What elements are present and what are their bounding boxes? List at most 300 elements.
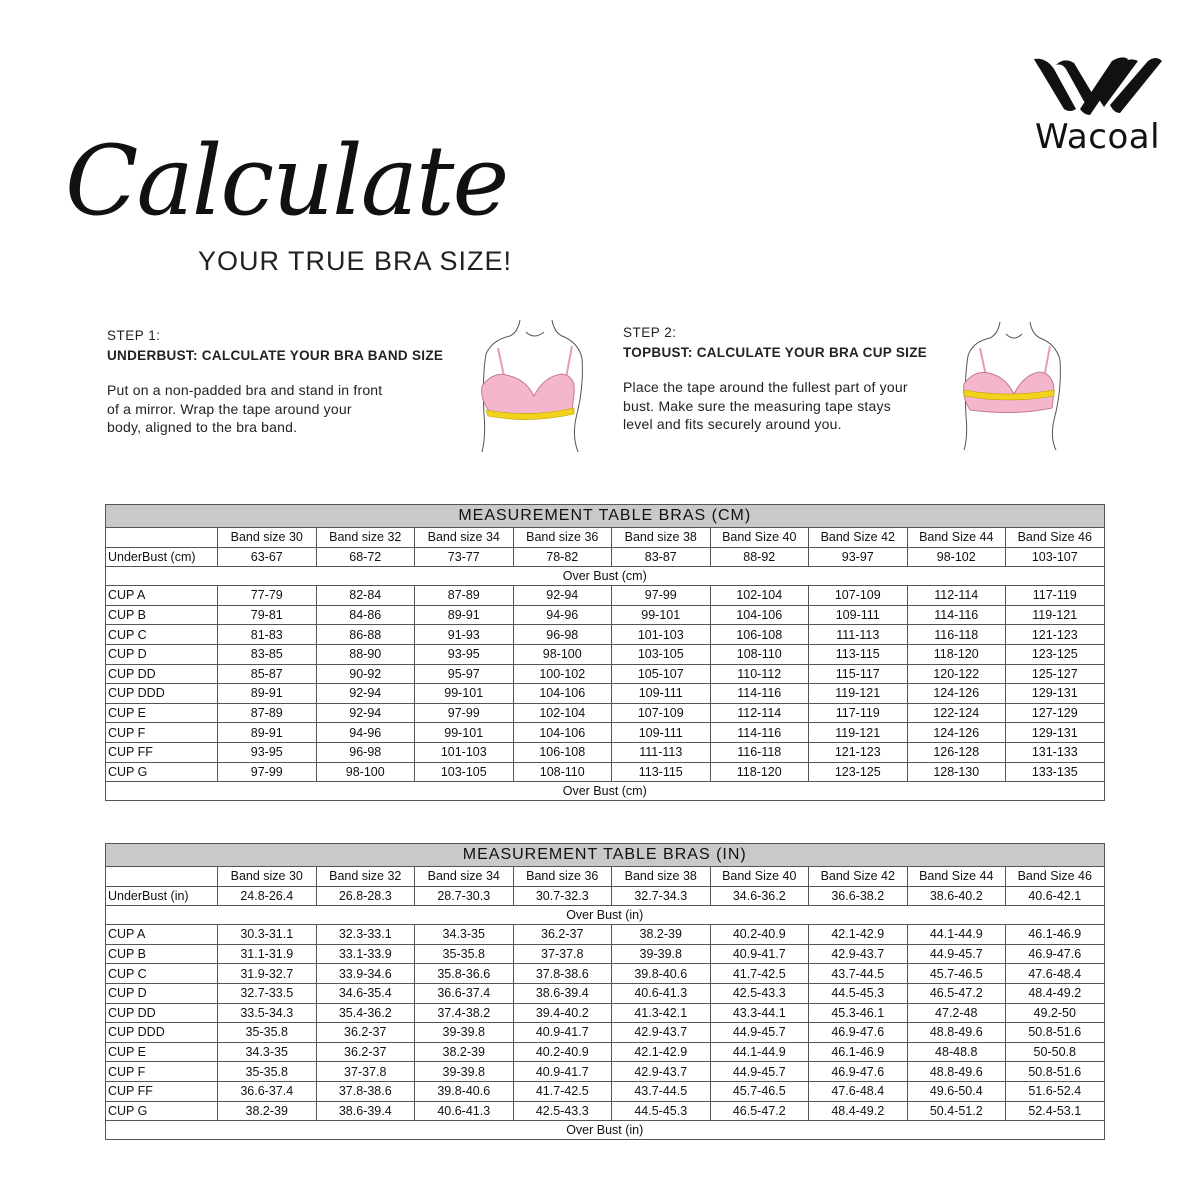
step-1-description (107, 381, 443, 437)
table-cell: 37-37.8 (316, 1062, 415, 1082)
table-cell: 34.6-36.2 (710, 886, 809, 906)
table-cell: 45.7-46.5 (710, 1081, 809, 1101)
table-cell: 121-123 (1006, 625, 1105, 645)
table-cell: 108-110 (513, 762, 612, 782)
row-label: CUP F (106, 723, 218, 743)
step-1-line: Put on a non-padded bra and stand in front (107, 382, 383, 398)
table-cell: 98-100 (513, 644, 612, 664)
table-row (106, 1003, 1105, 1023)
table-cell: 95-97 (415, 664, 514, 684)
step-2-line: level and fits securely around you. (623, 416, 842, 432)
table-cell: 109-111 (612, 723, 711, 743)
column-header: Band size 34 (415, 867, 514, 887)
table-cell: 34.3-35 (218, 1042, 317, 1062)
table-cell: 104-106 (710, 605, 809, 625)
step-1 (107, 328, 443, 437)
table-cell: 109-111 (809, 605, 908, 625)
table-cell: 133-135 (1006, 762, 1105, 782)
table-cell: 35.4-36.2 (316, 1003, 415, 1023)
table-row (106, 983, 1105, 1003)
row-label: CUP A (106, 925, 218, 945)
table-cell: 85-87 (218, 664, 317, 684)
table-cell: 32.7-33.5 (218, 983, 317, 1003)
table-cell: 44.9-45.7 (907, 944, 1006, 964)
table-row (106, 703, 1105, 723)
table-cell: 68-72 (316, 547, 415, 567)
table-cell: 40.6-41.3 (612, 983, 711, 1003)
table-cell: 36.2-37 (316, 1042, 415, 1062)
row-label: CUP FF (106, 742, 218, 762)
row-label: UnderBust (in) (106, 886, 218, 906)
table-cell: 44.1-44.9 (907, 925, 1006, 945)
column-header (106, 867, 218, 887)
table-cell: 87-89 (218, 703, 317, 723)
table-cell: 114-116 (907, 605, 1006, 625)
column-header: Band Size 40 (710, 867, 809, 887)
table-cell: 125-127 (1006, 664, 1105, 684)
column-header: Band size 38 (612, 867, 711, 887)
step-1-line: body, aligned to the bra band. (107, 419, 298, 435)
table-cell: 113-115 (809, 644, 908, 664)
underbust-illustration (474, 318, 594, 453)
table-cell: 119-121 (809, 684, 908, 704)
row-label: CUP A (106, 586, 218, 606)
table-cell: 121-123 (809, 742, 908, 762)
step-1-line: of a mirror. Wrap the tape around your (107, 400, 352, 417)
table-cell: 35-35.8 (218, 1062, 317, 1082)
table-cell: 41.7-42.5 (710, 964, 809, 984)
table-cell: 129-131 (1006, 684, 1105, 704)
table-cell: 36.6-38.2 (809, 886, 908, 906)
table-row (106, 762, 1105, 782)
table-cell: 120-122 (907, 664, 1006, 684)
table-cell: 40.9-41.7 (513, 1062, 612, 1082)
table-cell: 34.6-35.4 (316, 983, 415, 1003)
bra-shape (482, 374, 575, 415)
column-header: Band Size 46 (1006, 528, 1105, 548)
table-cell: 118-120 (710, 762, 809, 782)
table-row (106, 605, 1105, 625)
table-cell: 94-96 (513, 605, 612, 625)
table-cell: 88-90 (316, 644, 415, 664)
table-cell: 96-98 (513, 625, 612, 645)
table-cell: 104-106 (513, 723, 612, 743)
table-cell: 92-94 (513, 586, 612, 606)
column-header: Band size 38 (612, 528, 711, 548)
table-cell: 42.9-43.7 (612, 1023, 711, 1043)
table-cell: 73-77 (415, 547, 514, 567)
table-cell: 119-121 (809, 723, 908, 743)
table-cell: 36.6-37.4 (218, 1081, 317, 1101)
table-cell: 32.7-34.3 (612, 886, 711, 906)
row-label: CUP DD (106, 1003, 218, 1023)
table-cell: 48.8-49.6 (907, 1023, 1006, 1043)
table-cell: 33.5-34.3 (218, 1003, 317, 1023)
measurement-table-cm (105, 504, 1105, 801)
table-cell: 50-50.8 (1006, 1042, 1105, 1062)
table-cell: 87-89 (415, 586, 514, 606)
table-cell: 45.3-46.1 (809, 1003, 908, 1023)
table-cell: 99-101 (612, 605, 711, 625)
table-row (106, 944, 1105, 964)
table-cell: 48-48.8 (907, 1042, 1006, 1062)
table-cell: 46.5-47.2 (907, 983, 1006, 1003)
table-cell: 101-103 (612, 625, 711, 645)
table-cell: 40.6-42.1 (1006, 886, 1105, 906)
table-cell: 98-102 (907, 547, 1006, 567)
table-cell: 47.6-48.4 (1006, 964, 1105, 984)
table-cell: 46.1-46.9 (809, 1042, 908, 1062)
table-cell: 48.8-49.6 (907, 1062, 1006, 1082)
column-header: Band Size 44 (907, 528, 1006, 548)
wacoal-emblem-icon (1030, 55, 1165, 117)
table-cell: 83-87 (612, 547, 711, 567)
table-cell: 52.4-53.1 (1006, 1101, 1105, 1121)
table-cell: 128-130 (907, 762, 1006, 782)
table-cell: 109-111 (612, 684, 711, 704)
table-title: MEASUREMENT TABLE BRAS (CM) (106, 505, 1105, 528)
table-cell: 81-83 (218, 625, 317, 645)
table-cell: 50.8-51.6 (1006, 1062, 1105, 1082)
table-cell: 122-124 (907, 703, 1006, 723)
table-cell: 40.2-40.9 (710, 925, 809, 945)
table-cell: 44.9-45.7 (710, 1023, 809, 1043)
table-cell: 114-116 (710, 723, 809, 743)
table-cell: 44.5-45.3 (809, 983, 908, 1003)
table-cell: 103-107 (1006, 547, 1105, 567)
table-cell: 44.9-45.7 (710, 1062, 809, 1082)
table-cell: 47.6-48.4 (809, 1081, 908, 1101)
table-cell: 116-118 (710, 742, 809, 762)
table-cell: 89-91 (415, 605, 514, 625)
row-label: CUP DDD (106, 684, 218, 704)
table-cell: 46.5-47.2 (710, 1101, 809, 1121)
table-cell: 111-113 (809, 625, 908, 645)
column-header: Band Size 44 (907, 867, 1006, 887)
table-row (106, 1081, 1105, 1101)
table-row (106, 1062, 1105, 1082)
table-cell: 97-99 (218, 762, 317, 782)
table-row (106, 742, 1105, 762)
overbust-label-row (106, 906, 1105, 925)
table-header-row (106, 867, 1105, 887)
column-header: Band size 32 (316, 528, 415, 548)
table-row (106, 925, 1105, 945)
table-cell: 123-125 (809, 762, 908, 782)
table-cell: 131-133 (1006, 742, 1105, 762)
table-row (106, 1042, 1105, 1062)
table-cell: 44.1-44.9 (710, 1042, 809, 1062)
table-cell: 93-95 (218, 742, 317, 762)
step-2-line: Place the tape around the fullest part of your (623, 379, 908, 395)
table-cell: 38.2-39 (612, 925, 711, 945)
table-cell: 114-116 (710, 684, 809, 704)
table-cell: 38.6-39.4 (316, 1101, 415, 1121)
table-cell: 111-113 (612, 742, 711, 762)
table-cell: 50.8-51.6 (1006, 1023, 1105, 1043)
table-cell: 117-119 (1006, 586, 1105, 606)
table-cell: 38.6-39.4 (513, 983, 612, 1003)
table-row (106, 664, 1105, 684)
table-cell: 37.8-38.6 (513, 964, 612, 984)
row-label: CUP D (106, 983, 218, 1003)
table-title-row (106, 844, 1105, 867)
row-label: CUP DDD (106, 1023, 218, 1043)
table-row (106, 1023, 1105, 1043)
table-cell: 102-104 (710, 586, 809, 606)
underbust-row (106, 547, 1105, 567)
table-cell: 90-92 (316, 664, 415, 684)
table-cell: 47.2-48 (907, 1003, 1006, 1023)
table-cell: 84-86 (316, 605, 415, 625)
table-cell: 35-35.8 (415, 944, 514, 964)
heading-subtitle: YOUR TRUE BRA SIZE! (198, 246, 513, 276)
table-cell: 96-98 (316, 742, 415, 762)
wacoal-logo (1030, 55, 1165, 165)
table-cell: 124-126 (907, 684, 1006, 704)
table-row (106, 625, 1105, 645)
table-cell: 24.8-26.4 (218, 886, 317, 906)
table-cell: 46.1-46.9 (1006, 925, 1105, 945)
table-cell: 43.3-44.1 (710, 1003, 809, 1023)
table-cell: 42.1-42.9 (809, 925, 908, 945)
overbust-label: Over Bust (in) (106, 906, 1105, 925)
table-cell: 93-97 (809, 547, 908, 567)
table-row (106, 586, 1105, 606)
table-cell: 37.4-38.2 (415, 1003, 514, 1023)
table-cell: 104-106 (513, 684, 612, 704)
table-cell: 93-95 (415, 644, 514, 664)
table-cell: 36.6-37.4 (415, 983, 514, 1003)
table-cell: 37.8-38.6 (316, 1081, 415, 1101)
table-cell: 115-117 (809, 664, 908, 684)
table-cell: 112-114 (907, 586, 1006, 606)
table-cell: 32.3-33.1 (316, 925, 415, 945)
column-header: Band size 34 (415, 528, 514, 548)
table-cell: 39.4-40.2 (513, 1003, 612, 1023)
row-label: CUP F (106, 1062, 218, 1082)
column-header: Band Size 42 (809, 867, 908, 887)
table-cell: 31.9-32.7 (218, 964, 317, 984)
table-cell: 40.9-41.7 (710, 944, 809, 964)
table-cell: 30.3-31.1 (218, 925, 317, 945)
table-cell: 42.1-42.9 (612, 1042, 711, 1062)
row-label: CUP DD (106, 664, 218, 684)
table-cell: 89-91 (218, 723, 317, 743)
table-cell: 35-35.8 (218, 1023, 317, 1043)
table-cell: 33.9-34.6 (316, 964, 415, 984)
table-cell: 113-115 (612, 762, 711, 782)
table-cell: 106-108 (710, 625, 809, 645)
table-cell: 45.7-46.5 (907, 964, 1006, 984)
brand-name: Wacoal (1034, 117, 1161, 157)
table-cell: 116-118 (907, 625, 1006, 645)
table-cell: 117-119 (809, 703, 908, 723)
table-cell: 82-84 (316, 586, 415, 606)
column-header: Band size 30 (218, 867, 317, 887)
column-header: Band Size 42 (809, 528, 908, 548)
table-cell: 110-112 (710, 664, 809, 684)
table-cell: 40.2-40.9 (513, 1042, 612, 1062)
row-label: CUP E (106, 703, 218, 723)
table-cell: 107-109 (809, 586, 908, 606)
table-footer-row (106, 782, 1105, 801)
row-label: CUP B (106, 605, 218, 625)
table-cell: 50.4-51.2 (907, 1101, 1006, 1121)
table-cell: 98-100 (316, 762, 415, 782)
table-cell: 105-107 (612, 664, 711, 684)
table-cell: 40.6-41.3 (415, 1101, 514, 1121)
row-label: CUP G (106, 762, 218, 782)
row-label: CUP FF (106, 1081, 218, 1101)
table-cell: 48.4-49.2 (809, 1101, 908, 1121)
table-cell: 34.3-35 (415, 925, 514, 945)
column-header: Band size 30 (218, 528, 317, 548)
table-cell: 99-101 (415, 684, 514, 704)
step-1-number: STEP 1: (107, 328, 161, 343)
row-label: CUP E (106, 1042, 218, 1062)
column-header: Band Size 40 (710, 528, 809, 548)
column-header: Band size 36 (513, 867, 612, 887)
table-cell: 48.4-49.2 (1006, 983, 1105, 1003)
table-cell: 42.5-43.3 (513, 1101, 612, 1121)
table-title: MEASUREMENT TABLE BRAS (IN) (106, 844, 1105, 867)
table-cell: 101-103 (415, 742, 514, 762)
table-cell: 41.3-42.1 (612, 1003, 711, 1023)
table-cell: 78-82 (513, 547, 612, 567)
table-cell: 129-131 (1006, 723, 1105, 743)
table-cell: 89-91 (218, 684, 317, 704)
row-label: CUP D (106, 644, 218, 664)
table-footer: Over Bust (in) (106, 1121, 1105, 1140)
column-header (106, 528, 218, 548)
underbust-row (106, 886, 1105, 906)
table-cell: 38.2-39 (415, 1042, 514, 1062)
table-cell: 39-39.8 (612, 944, 711, 964)
table-cell: 108-110 (710, 644, 809, 664)
table-cell: 26.8-28.3 (316, 886, 415, 906)
row-label: CUP C (106, 964, 218, 984)
overbust-label-row (106, 567, 1105, 586)
row-label: CUP B (106, 944, 218, 964)
table-cell: 119-121 (1006, 605, 1105, 625)
table-cell: 102-104 (513, 703, 612, 723)
table-cell: 51.6-52.4 (1006, 1081, 1105, 1101)
row-label: UnderBust (cm) (106, 547, 218, 567)
step-2 (623, 325, 927, 434)
table-cell: 92-94 (316, 684, 415, 704)
table-cell: 39-39.8 (415, 1023, 514, 1043)
step-2-line: bust. Make sure the measuring tape stays (623, 397, 891, 414)
table-cell: 118-120 (907, 644, 1006, 664)
table-cell: 86-88 (316, 625, 415, 645)
table-cell: 39.8-40.6 (612, 964, 711, 984)
table-cell: 79-81 (218, 605, 317, 625)
table-cell: 28.7-30.3 (415, 886, 514, 906)
table-cell: 83-85 (218, 644, 317, 664)
table-cell: 100-102 (513, 664, 612, 684)
table-cell: 92-94 (316, 703, 415, 723)
table-cell: 41.7-42.5 (513, 1081, 612, 1101)
table-row (106, 684, 1105, 704)
table-row (106, 644, 1105, 664)
step-2-number: STEP 2: (623, 325, 677, 340)
column-header: Band size 36 (513, 528, 612, 548)
table-cell: 97-99 (612, 586, 711, 606)
table-cell: 38.6-40.2 (907, 886, 1006, 906)
table-cell: 42.5-43.3 (710, 983, 809, 1003)
table-cell: 31.1-31.9 (218, 944, 317, 964)
step-2-title: TOPBUST: CALCULATE YOUR BRA CUP SIZE (623, 345, 928, 360)
step-1-title: UNDERBUST: CALCULATE YOUR BRA BAND SIZE (107, 348, 444, 363)
table-footer-row (106, 1121, 1105, 1140)
table-cell: 37-37.8 (513, 944, 612, 964)
table-cell: 49.6-50.4 (907, 1081, 1006, 1101)
table-cell: 112-114 (710, 703, 809, 723)
table-cell: 46.9-47.6 (809, 1023, 908, 1043)
table-row (106, 964, 1105, 984)
table-cell: 126-128 (907, 742, 1006, 762)
table-cell: 39.8-40.6 (415, 1081, 514, 1101)
table-cell: 40.9-41.7 (513, 1023, 612, 1043)
table-footer: Over Bust (cm) (106, 782, 1105, 801)
table-cell: 63-67 (218, 547, 317, 567)
table-cell: 103-105 (612, 644, 711, 664)
table-cell: 77-79 (218, 586, 317, 606)
table-cell: 46.9-47.6 (809, 1062, 908, 1082)
table-row (106, 723, 1105, 743)
table-cell: 49.2-50 (1006, 1003, 1105, 1023)
table-cell: 39-39.8 (415, 1062, 514, 1082)
step-2-description (623, 378, 927, 434)
table-cell: 99-101 (415, 723, 514, 743)
table-cell: 94-96 (316, 723, 415, 743)
table-cell: 43.7-44.5 (809, 964, 908, 984)
table-cell: 43.7-44.5 (612, 1081, 711, 1101)
table-cell: 103-105 (415, 762, 514, 782)
table-cell: 97-99 (415, 703, 514, 723)
table-cell: 124-126 (907, 723, 1006, 743)
table-cell: 35.8-36.6 (415, 964, 514, 984)
table-cell: 123-125 (1006, 644, 1105, 664)
table-cell: 42.9-43.7 (809, 944, 908, 964)
table-cell: 91-93 (415, 625, 514, 645)
table-cell: 106-108 (513, 742, 612, 762)
topbust-illustration (958, 320, 1068, 452)
column-header: Band size 32 (316, 867, 415, 887)
table-cell: 33.1-33.9 (316, 944, 415, 964)
table-title-row (106, 505, 1105, 528)
table-cell: 127-129 (1006, 703, 1105, 723)
measurement-table-in (105, 843, 1105, 1140)
table-cell: 46.9-47.6 (1006, 944, 1105, 964)
row-label: CUP G (106, 1101, 218, 1121)
table-cell: 36.2-37 (513, 925, 612, 945)
row-label: CUP C (106, 625, 218, 645)
table-cell: 107-109 (612, 703, 711, 723)
table-cell: 44.5-45.3 (612, 1101, 711, 1121)
table-cell: 88-92 (710, 547, 809, 567)
table-header-row (106, 528, 1105, 548)
table-cell: 30.7-32.3 (513, 886, 612, 906)
heading-script: Calculate (65, 125, 508, 237)
table-row (106, 1101, 1105, 1121)
table-cell: 38.2-39 (218, 1101, 317, 1121)
overbust-label: Over Bust (cm) (106, 567, 1105, 586)
table-cell: 42.9-43.7 (612, 1062, 711, 1082)
table-cell: 36.2-37 (316, 1023, 415, 1043)
column-header: Band Size 46 (1006, 867, 1105, 887)
